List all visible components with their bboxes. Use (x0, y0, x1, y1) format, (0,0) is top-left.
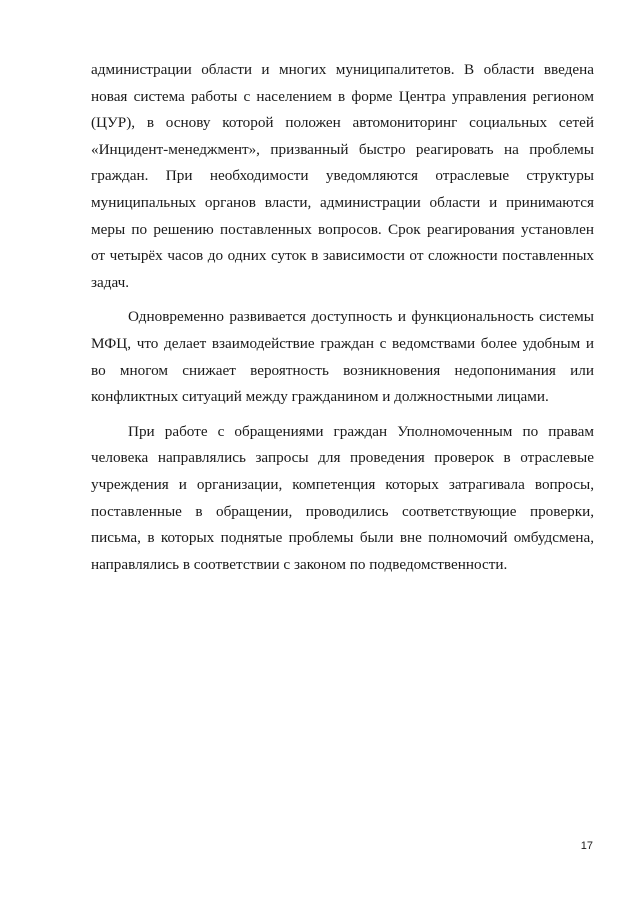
page-number: 17 (580, 840, 593, 852)
paragraph-ombudsman: При работе с обращениями граждан Уполномоченным по правам человека направлялись запросы для проведения проверок в отраслевые учреждения и организации, компетенция которых затрагивала вопросы, поставленные в обращении, проводились соответствующие проверки, письма, в которых поднятые проблемы были вне полномочий омбудсмена, направлялись в соответствии с законом по подведомственности. (91, 422, 594, 573)
paragraph-mfc: Одновременно развивается доступность и функциональность системы МФЦ, что делает взаимодействие граждан с ведомствами более удобным и во многом снижает вероятность возникновения недопонимания или конфликтных ситуаций между гражданином и должностными лицами. (91, 308, 594, 406)
page-body (91, 57, 594, 578)
paragraph-continuation: администрации области и многих муниципалитетов. В области введена новая система работы с населением в форме Центра управления регионом (ЦУР), в основу которой положен автомониторинг социальных сетей «Инцидент-менеджмент», призванный быстро реагировать на проблемы граждан. При необходимости уведомляются отраслевые структуры муниципальных органов власти, администрации области и принимаются меры по решению поставленных вопросов. Срок реагирования установлен от четырёх часов до одних суток в зависимости от сложности поставленных задач. (91, 61, 594, 291)
